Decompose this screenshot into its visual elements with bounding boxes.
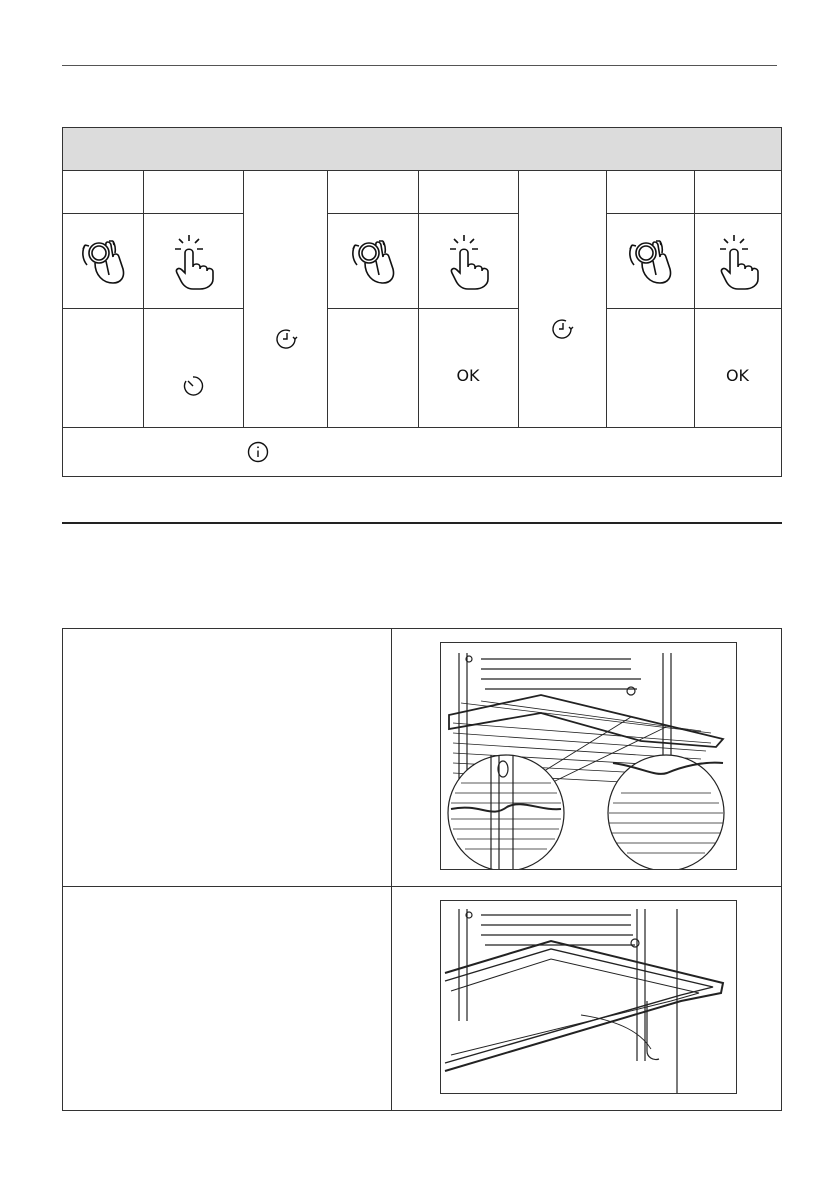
wire-shelf-insertion-illustration: [440, 642, 737, 870]
finger-press-icon: [418, 214, 518, 308]
finger-press-icon: [694, 214, 781, 308]
divider: [518, 171, 519, 427]
steps-table: [62, 127, 782, 477]
divider: [63, 308, 243, 309]
divider: [606, 308, 781, 309]
baking-tray-insertion-illustration: [440, 900, 737, 1094]
ok-label: OK: [725, 366, 750, 385]
timer-icon: [173, 368, 213, 404]
divider: [391, 629, 392, 1110]
hand-turning-knob-icon: [606, 214, 694, 308]
note-row: [63, 427, 781, 477]
divider: [243, 171, 244, 427]
info-icon: [245, 439, 271, 465]
hand-turning-knob-icon: [327, 214, 418, 308]
finger-press-icon: [143, 214, 243, 308]
clock-with-arrow-icon: [543, 314, 583, 344]
hand-turning-knob-icon: [63, 214, 143, 308]
divider: [63, 886, 781, 887]
page-top-rule: [62, 65, 777, 66]
section-rule: [62, 522, 782, 524]
clock-with-arrow-icon: [267, 324, 307, 354]
shelf-table: [62, 628, 782, 1111]
divider: [327, 308, 518, 309]
ok-label: OK: [456, 366, 480, 385]
steps-table-header: [63, 128, 781, 171]
